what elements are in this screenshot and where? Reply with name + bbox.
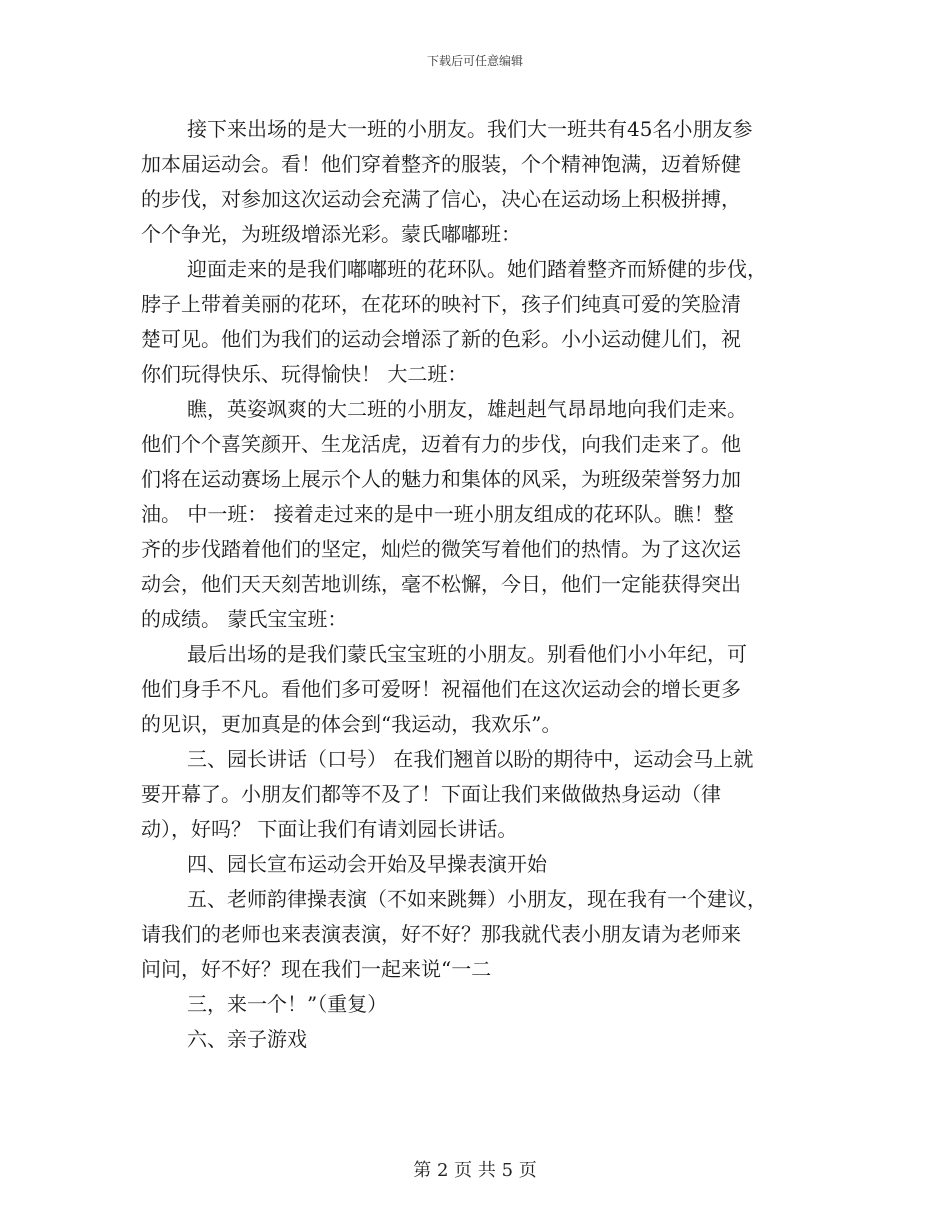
section-heading-5: 五、老师韵律操表演（不如来跳舞）小朋友，现在我有一个建议， — [187, 887, 767, 911]
text-line: 们将在运动赛场上展示个人的魅力和集体的风采，为班级荣誉努力加 — [141, 467, 741, 491]
text-line: 的成绩。 蒙氏宝宝班： — [141, 607, 348, 631]
page-header: 下载后可任意编辑 — [426, 54, 523, 68]
text-line: 动），好吗？ 下面让我们有请刘园长讲话。 — [141, 817, 518, 841]
text-line: 三，来一个！”（重复） — [187, 992, 388, 1016]
text-line: 加本届运动会。看！他们穿着整齐的服装，个个精神饱满，迈着矫健 — [141, 152, 741, 176]
document-body — [141, 112, 813, 1057]
text-line: 瞧，英姿飒爽的大二班的小朋友，雄赳赳气昂昂地向我们走来。 — [187, 397, 747, 421]
text-line: 齐的步伐踏着他们的坚定，灿烂的微笑写着他们的热情。为了这次运 — [141, 537, 741, 561]
text-line: 接下来出场的是大一班的小朋友。我们大一班共有45名小朋友参 — [187, 117, 753, 141]
text-line: 动会，他们天天刻苦地训练，毫不松懈，今日，他们一定能获得突出 — [141, 572, 741, 596]
section-heading-3: 三、园长讲话（口号） 在我们翘首以盼的期待中，运动会马上就 — [187, 747, 754, 771]
text-line: 他们个个喜笑颜开、生龙活虎，迈着有力的步伐，向我们走来了。他 — [141, 432, 741, 456]
text-line: 问问，好不好？现在我们一起来说“一二 — [141, 957, 492, 981]
text-line: 个个争光，为班级增添光彩。蒙氏嘟嘟班： — [141, 222, 521, 246]
text-line: 请我们的老师也来表演表演，好不好？那我就代表小朋友请为老师来 — [141, 922, 741, 946]
page-footer: 第 2 页 共 5 页 — [413, 1160, 537, 1181]
text-line: 他们身手不凡。看他们多可爱呀！祝福他们在这次运动会的增长更多 — [141, 677, 741, 701]
text-line: 楚可见。他们为我们的运动会增添了新的色彩。小小运动健儿们，祝 — [141, 327, 741, 351]
text-line: 脖子上带着美丽的花环，在花环的映衬下，孩子们纯真可爱的笑脸清 — [141, 292, 741, 316]
text-line: 要开幕了。小朋友们都等不及了！下面让我们来做做热身运动（律 — [141, 782, 721, 806]
section-heading-4: 四、园长宣布运动会开始及早操表演开始 — [187, 852, 547, 876]
text-line: 油。 中一班： 接着走过来的是中一班小朋友组成的花环队。瞧！整 — [141, 502, 734, 526]
section-heading-6: 六、亲子游戏 — [187, 1027, 307, 1051]
text-line: 你们玩得快乐、玩得愉快！ 大二班： — [141, 362, 468, 386]
text-line: 最后出场的是我们蒙氏宝宝班的小朋友。别看他们小小年纪，可 — [187, 642, 747, 666]
text-line: 的步伐，对参加这次运动会充满了信心，决心在运动场上积极拼搏， — [141, 187, 741, 211]
text-line: 迎面走来的是我们嘟嘟班的花环队。她们踏着整齐而矫健的步伐， — [187, 257, 767, 281]
text-line: 的见识，更加真是的体会到“我运动，我欢乐”。 — [141, 712, 562, 736]
